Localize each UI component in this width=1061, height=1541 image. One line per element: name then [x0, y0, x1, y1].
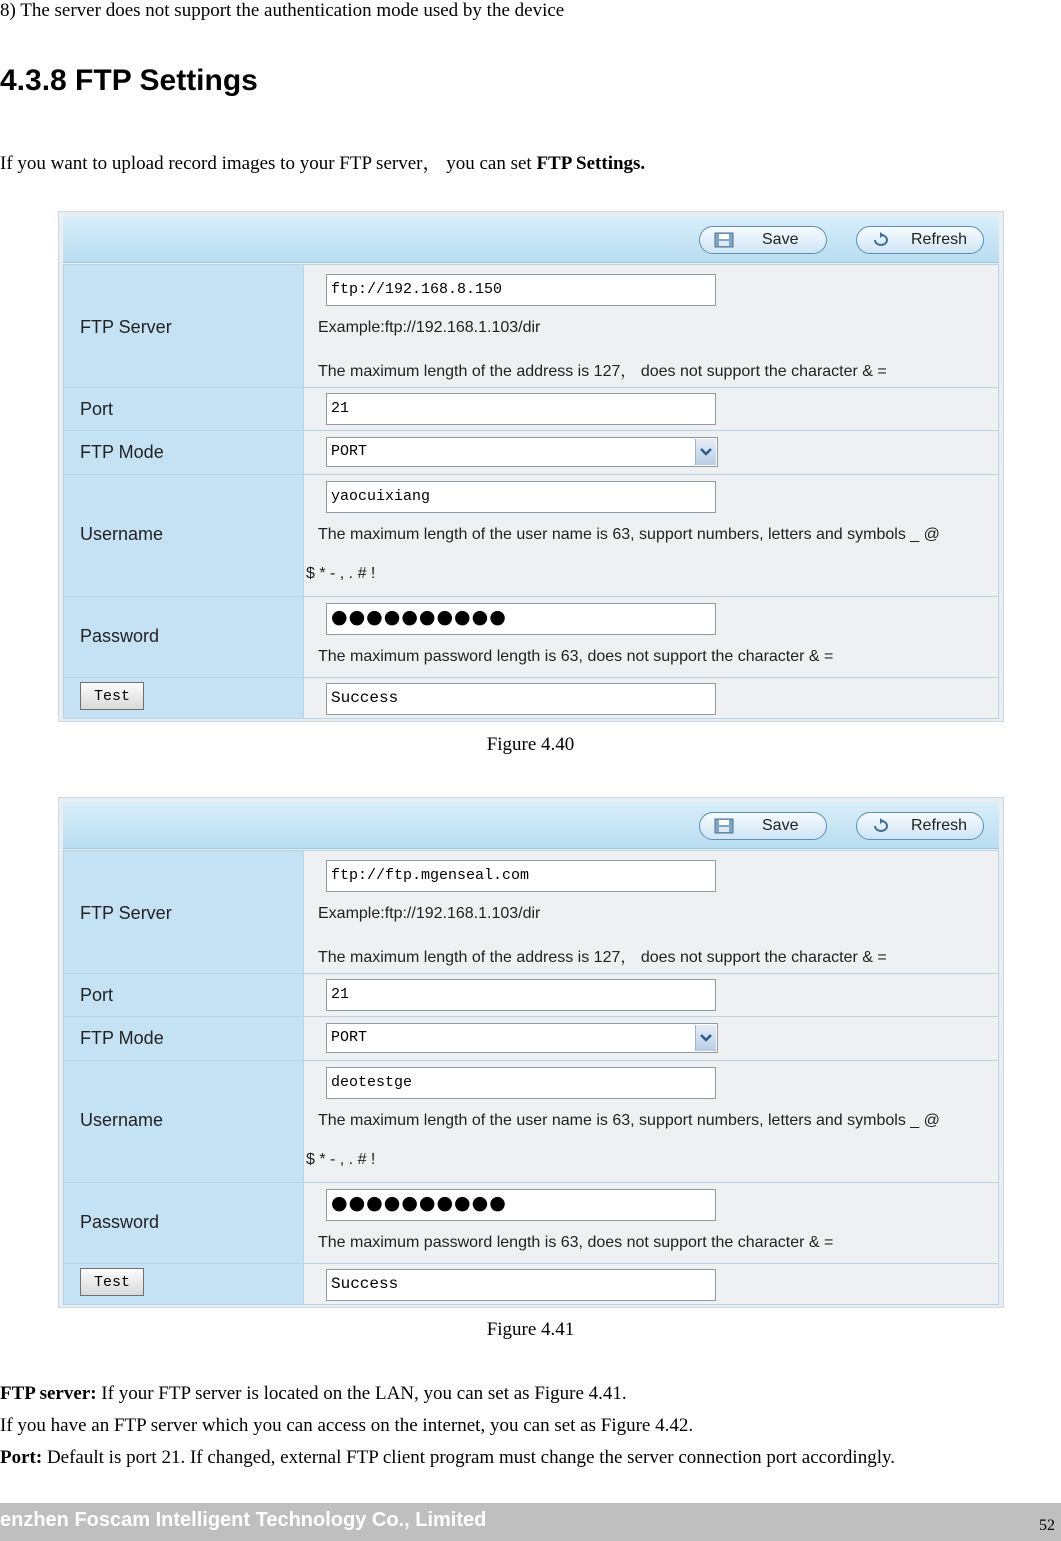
intro-line: 8) The server does not support the authentication mode used by the device — [0, 0, 565, 21]
refresh-button[interactable] — [856, 812, 984, 840]
figure-caption-1: Figure 4.40 — [486, 734, 575, 755]
password-hint: The maximum password length is 63, does not support the character & = — [318, 1234, 834, 1251]
password-label: Password — [80, 626, 160, 646]
ftp-server-label: FTP Server — [80, 317, 172, 337]
port-row — [64, 974, 998, 1017]
ftp-mode-label: FTP Mode — [80, 1028, 164, 1048]
username-hint: The maximum length of the user name is 63, support numbers, letters and symbols _ @ — [318, 526, 940, 543]
port-input[interactable]: 21 — [326, 393, 716, 425]
username-row — [64, 1061, 998, 1183]
username-hint-symbols: $ * - , . # ! — [306, 565, 376, 582]
refresh-label: Refresh — [911, 817, 968, 834]
test-result-field: Success — [326, 683, 716, 715]
save-button[interactable] — [699, 812, 827, 840]
refresh-label: Refresh — [911, 231, 968, 248]
section-heading: 4.3.8 FTP Settings — [0, 64, 258, 97]
username-input[interactable]: yaocuixiang — [326, 481, 716, 513]
ftp-server-example: Example:ftp://192.168.1.103/dir — [318, 905, 541, 922]
save-label: Save — [762, 231, 799, 248]
test-button[interactable]: Test — [80, 682, 144, 710]
ftp-server-row — [64, 851, 998, 974]
paragraph-internet: If you have an FTP server which you can access on the internet, you can set as Figure 4.42. — [0, 1415, 694, 1436]
ftp-mode-label: FTP Mode — [80, 442, 164, 462]
ftp-mode-row — [64, 431, 998, 475]
username-hint: The maximum length of the user name is 63, support numbers, letters and symbols _ @ — [318, 1112, 940, 1129]
password-input[interactable]: ●●●●●●●●●● — [326, 603, 716, 635]
ftp-server-hint: The maximum length of the address is 127， does not support the character & = — [318, 949, 887, 966]
floppy-disk-icon — [714, 818, 734, 834]
password-row — [64, 597, 998, 678]
save-label: Save — [762, 817, 799, 834]
page-footer — [0, 1503, 1061, 1541]
ftp-mode-select[interactable] — [326, 437, 718, 467]
ftp-mode-value: PORT — [331, 1029, 368, 1046]
chevron-down-icon — [695, 439, 716, 465]
paragraph-port-bold: Port: — [0, 1447, 43, 1468]
refresh-icon — [871, 818, 891, 834]
ftp-mode-row — [64, 1017, 998, 1061]
toolbar — [63, 802, 999, 849]
footer-company: enzhen Foscam Intelligent Technology Co., Limited — [0, 1509, 487, 1531]
save-button[interactable] — [699, 226, 827, 254]
username-label: Username — [80, 524, 164, 544]
username-label: Username — [80, 1110, 164, 1130]
paragraph-port-text: Default is port 21. If changed, external FTP client program must change the server connection port accordingly. — [42, 1447, 895, 1468]
password-input[interactable]: ●●●●●●●●●● — [326, 1189, 716, 1221]
ftp-server-example: Example:ftp://192.168.1.103/dir — [318, 319, 541, 336]
ftp-settings-panel-1 — [58, 211, 1004, 722]
paragraph-ftp-server-text: If your FTP server is located on the LAN, you can set as Figure 4.41. — [96, 1383, 627, 1404]
username-row — [64, 475, 998, 597]
paragraph-ftp-server — [0, 1383, 627, 1405]
ftp-mode-select[interactable] — [326, 1023, 718, 1053]
password-label: Password — [80, 1212, 160, 1232]
test-row — [64, 1264, 998, 1304]
password-row — [64, 1183, 998, 1264]
port-label: Port — [80, 399, 114, 419]
port-input[interactable]: 21 — [326, 979, 716, 1011]
page-number: 52 — [1039, 1517, 1055, 1534]
paragraph-ftp-server-bold: FTP server: — [0, 1383, 97, 1404]
ftp-settings-panel-2 — [58, 797, 1004, 1308]
test-result-field: Success — [326, 1269, 716, 1301]
test-button[interactable]: Test — [80, 1268, 144, 1296]
ftp-server-input[interactable]: ftp://192.168.8.150 — [326, 274, 716, 306]
refresh-icon — [871, 232, 891, 248]
floppy-disk-icon — [714, 232, 734, 248]
ftp-server-input[interactable]: ftp://ftp.mgenseal.com — [326, 860, 716, 892]
test-row — [64, 678, 998, 718]
username-input[interactable]: deotestge — [326, 1067, 716, 1099]
chevron-down-icon — [695, 1025, 716, 1051]
settings-table — [63, 264, 999, 719]
figure-caption-2: Figure 4.41 — [486, 1319, 575, 1340]
paragraph-port — [0, 1447, 895, 1469]
ftp-server-row — [64, 265, 998, 388]
password-hint: The maximum password length is 63, does not support the character & = — [318, 648, 834, 665]
ftp-mode-value: PORT — [331, 443, 368, 460]
port-label: Port — [80, 985, 114, 1005]
intro-paragraph — [0, 148, 645, 175]
settings-table — [63, 850, 999, 1305]
toolbar — [63, 216, 999, 263]
intro-text: If you want to upload record images to your FTP server， you can set — [0, 153, 537, 174]
port-row — [64, 388, 998, 431]
ftp-server-label: FTP Server — [80, 903, 172, 923]
refresh-button[interactable] — [856, 226, 984, 254]
username-hint-symbols: $ * - , . # ! — [306, 1151, 376, 1168]
intro-bold: FTP Settings. — [536, 153, 646, 174]
ftp-server-hint: The maximum length of the address is 127， does not support the character & = — [318, 363, 887, 380]
